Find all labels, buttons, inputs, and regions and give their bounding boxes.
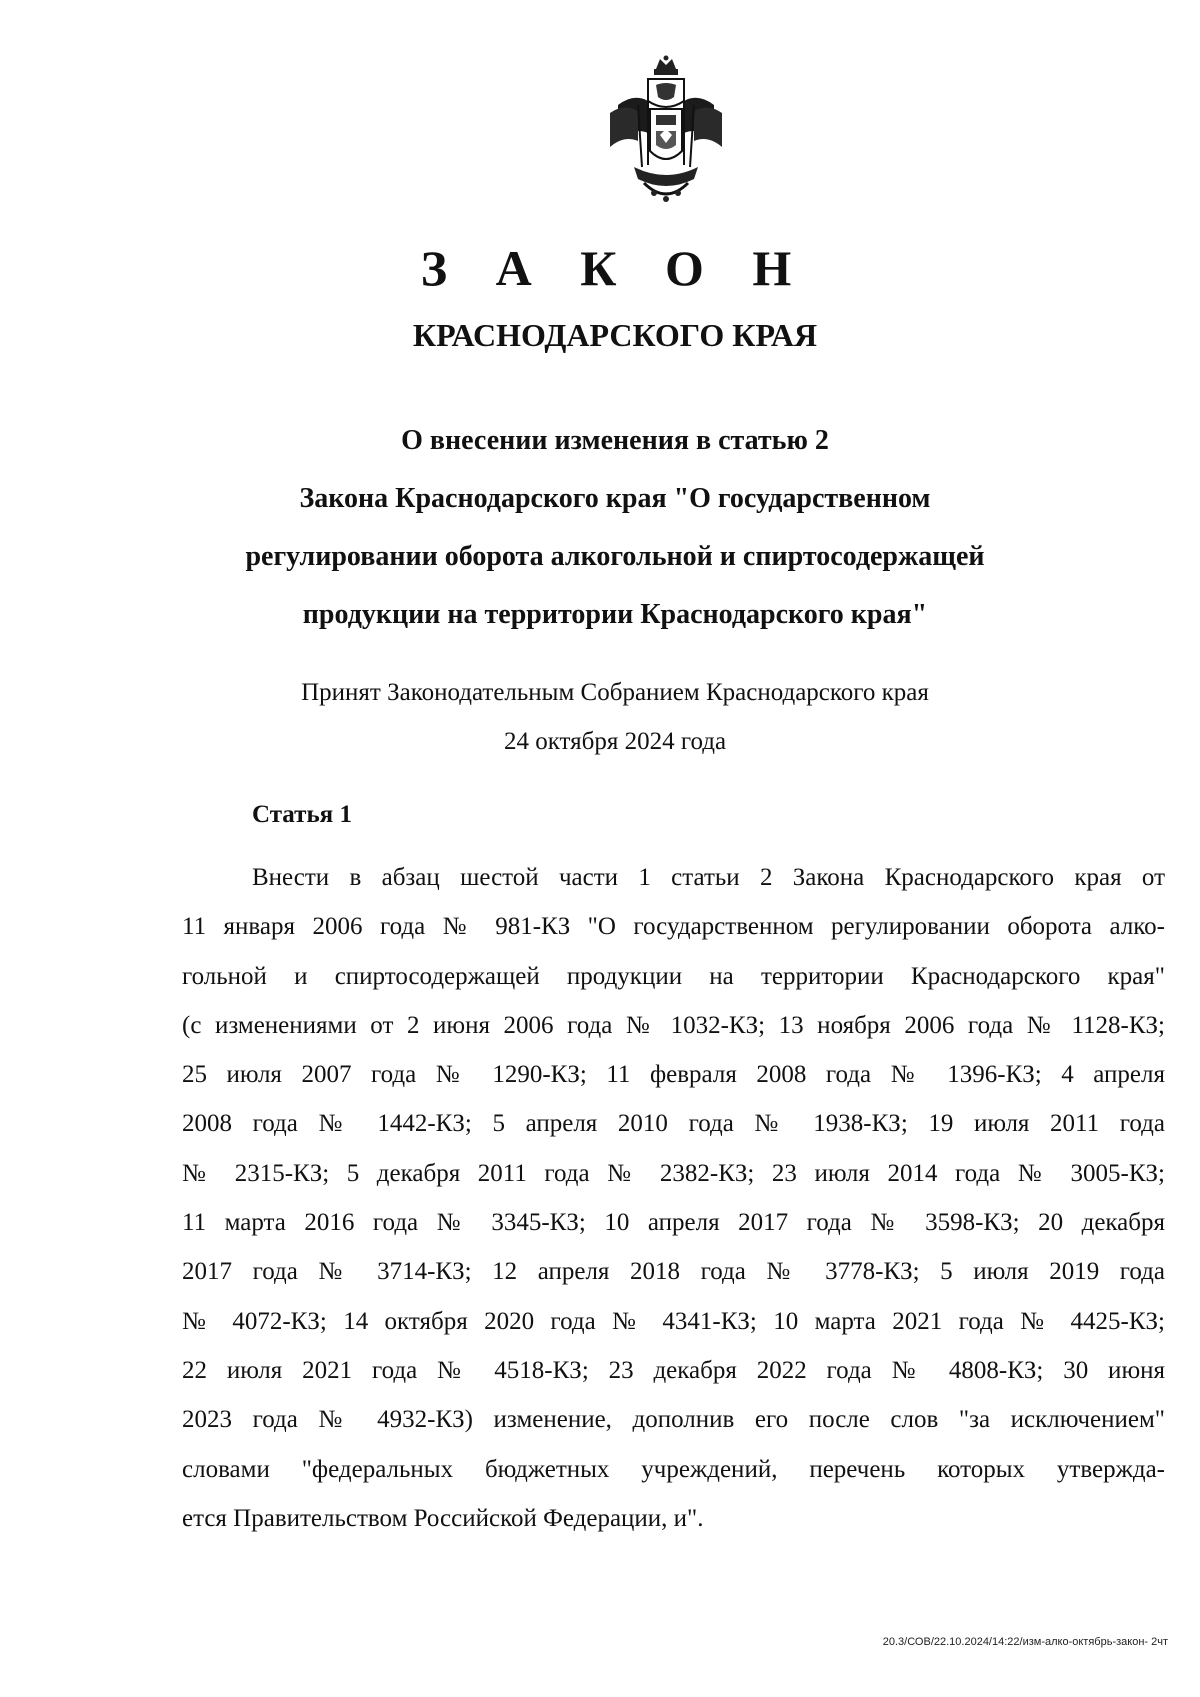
article-line: 22 июля 2021 года № 4518-КЗ; 23 декабря 2022 года № 4808-КЗ; 30 июня	[182, 1356, 1165, 1384]
adoption-info	[0, 668, 1200, 766]
article-body	[182, 853, 1165, 1543]
article-line: гольной и спиртосодержащей продукции на территории Краснодарского края"	[182, 962, 1165, 990]
article-line: словами "федеральных бюджетных учреждений, перечень которых утвержда-	[182, 1455, 1165, 1483]
article-line: 11 марта 2016 года № 3345-КЗ; 10 апреля 2017 года № 3598-КЗ; 20 декабря	[182, 1209, 1165, 1237]
adoption-body: Принят Законодательным Собранием Краснодарского края	[301, 679, 929, 706]
document-region: КРАСНОДАРСКОГО КРАЯ	[412, 317, 818, 353]
document-title: З А К О Н	[420, 240, 810, 296]
article-line: (с изменениями от 2 июня 2006 года № 1032-КЗ; 13 ноября 2006 года № 1128-КЗ;	[182, 1011, 1165, 1039]
document-footer-code: 20.3/СОВ/22.10.2024/14:22/изм-алко-октябрь-закон- 2чт	[882, 1636, 1168, 1648]
law-name-line: Закона Краснодарского края "О государственном	[299, 483, 931, 514]
adoption-date: 24 октября 2024 года	[503, 728, 727, 755]
coat-of-arms-icon	[604, 55, 728, 205]
article-line: 2017 года № 3714-КЗ; 12 апреля 2018 года № 3778-КЗ; 5 июля 2019 года	[182, 1258, 1165, 1286]
article-line: № 4072-КЗ; 14 октября 2020 года № 4341-КЗ; 10 марта 2021 года № 4425-КЗ;	[182, 1307, 1165, 1335]
article-line: 2008 года № 1442-КЗ; 5 апреля 2010 года № 1938-КЗ; 19 июля 2011 года	[182, 1110, 1165, 1138]
article-line: Внести в абзац шестой части 1 статьи 2 Закона Краснодарского края от	[252, 864, 1165, 891]
article-line: № 2315-КЗ; 5 декабря 2011 года № 2382-КЗ; 23 июля 2014 года № 3005-КЗ;	[182, 1159, 1165, 1187]
article-line: 2023 года № 4932-КЗ) изменение, дополнив его после слов "за исключением"	[182, 1406, 1165, 1434]
article-line: ется Правительством Российской Федерации, и".	[182, 1504, 704, 1532]
article-heading: Статья 1	[252, 801, 352, 828]
law-name	[0, 412, 1200, 644]
law-name-line: О внесении изменения в статью 2	[401, 425, 829, 456]
law-name-line: продукции на территории Краснодарского края"	[302, 599, 928, 630]
article-line: 25 июля 2007 года № 1290-КЗ; 11 февраля 2008 года № 1396-КЗ; 4 апреля	[182, 1061, 1165, 1089]
article-line: 11 января 2006 года № 981-КЗ "О государственном регулировании оборота алко-	[182, 913, 1165, 941]
law-name-line: регулировании оборота алкогольной и спиртосодержащей	[245, 541, 985, 572]
